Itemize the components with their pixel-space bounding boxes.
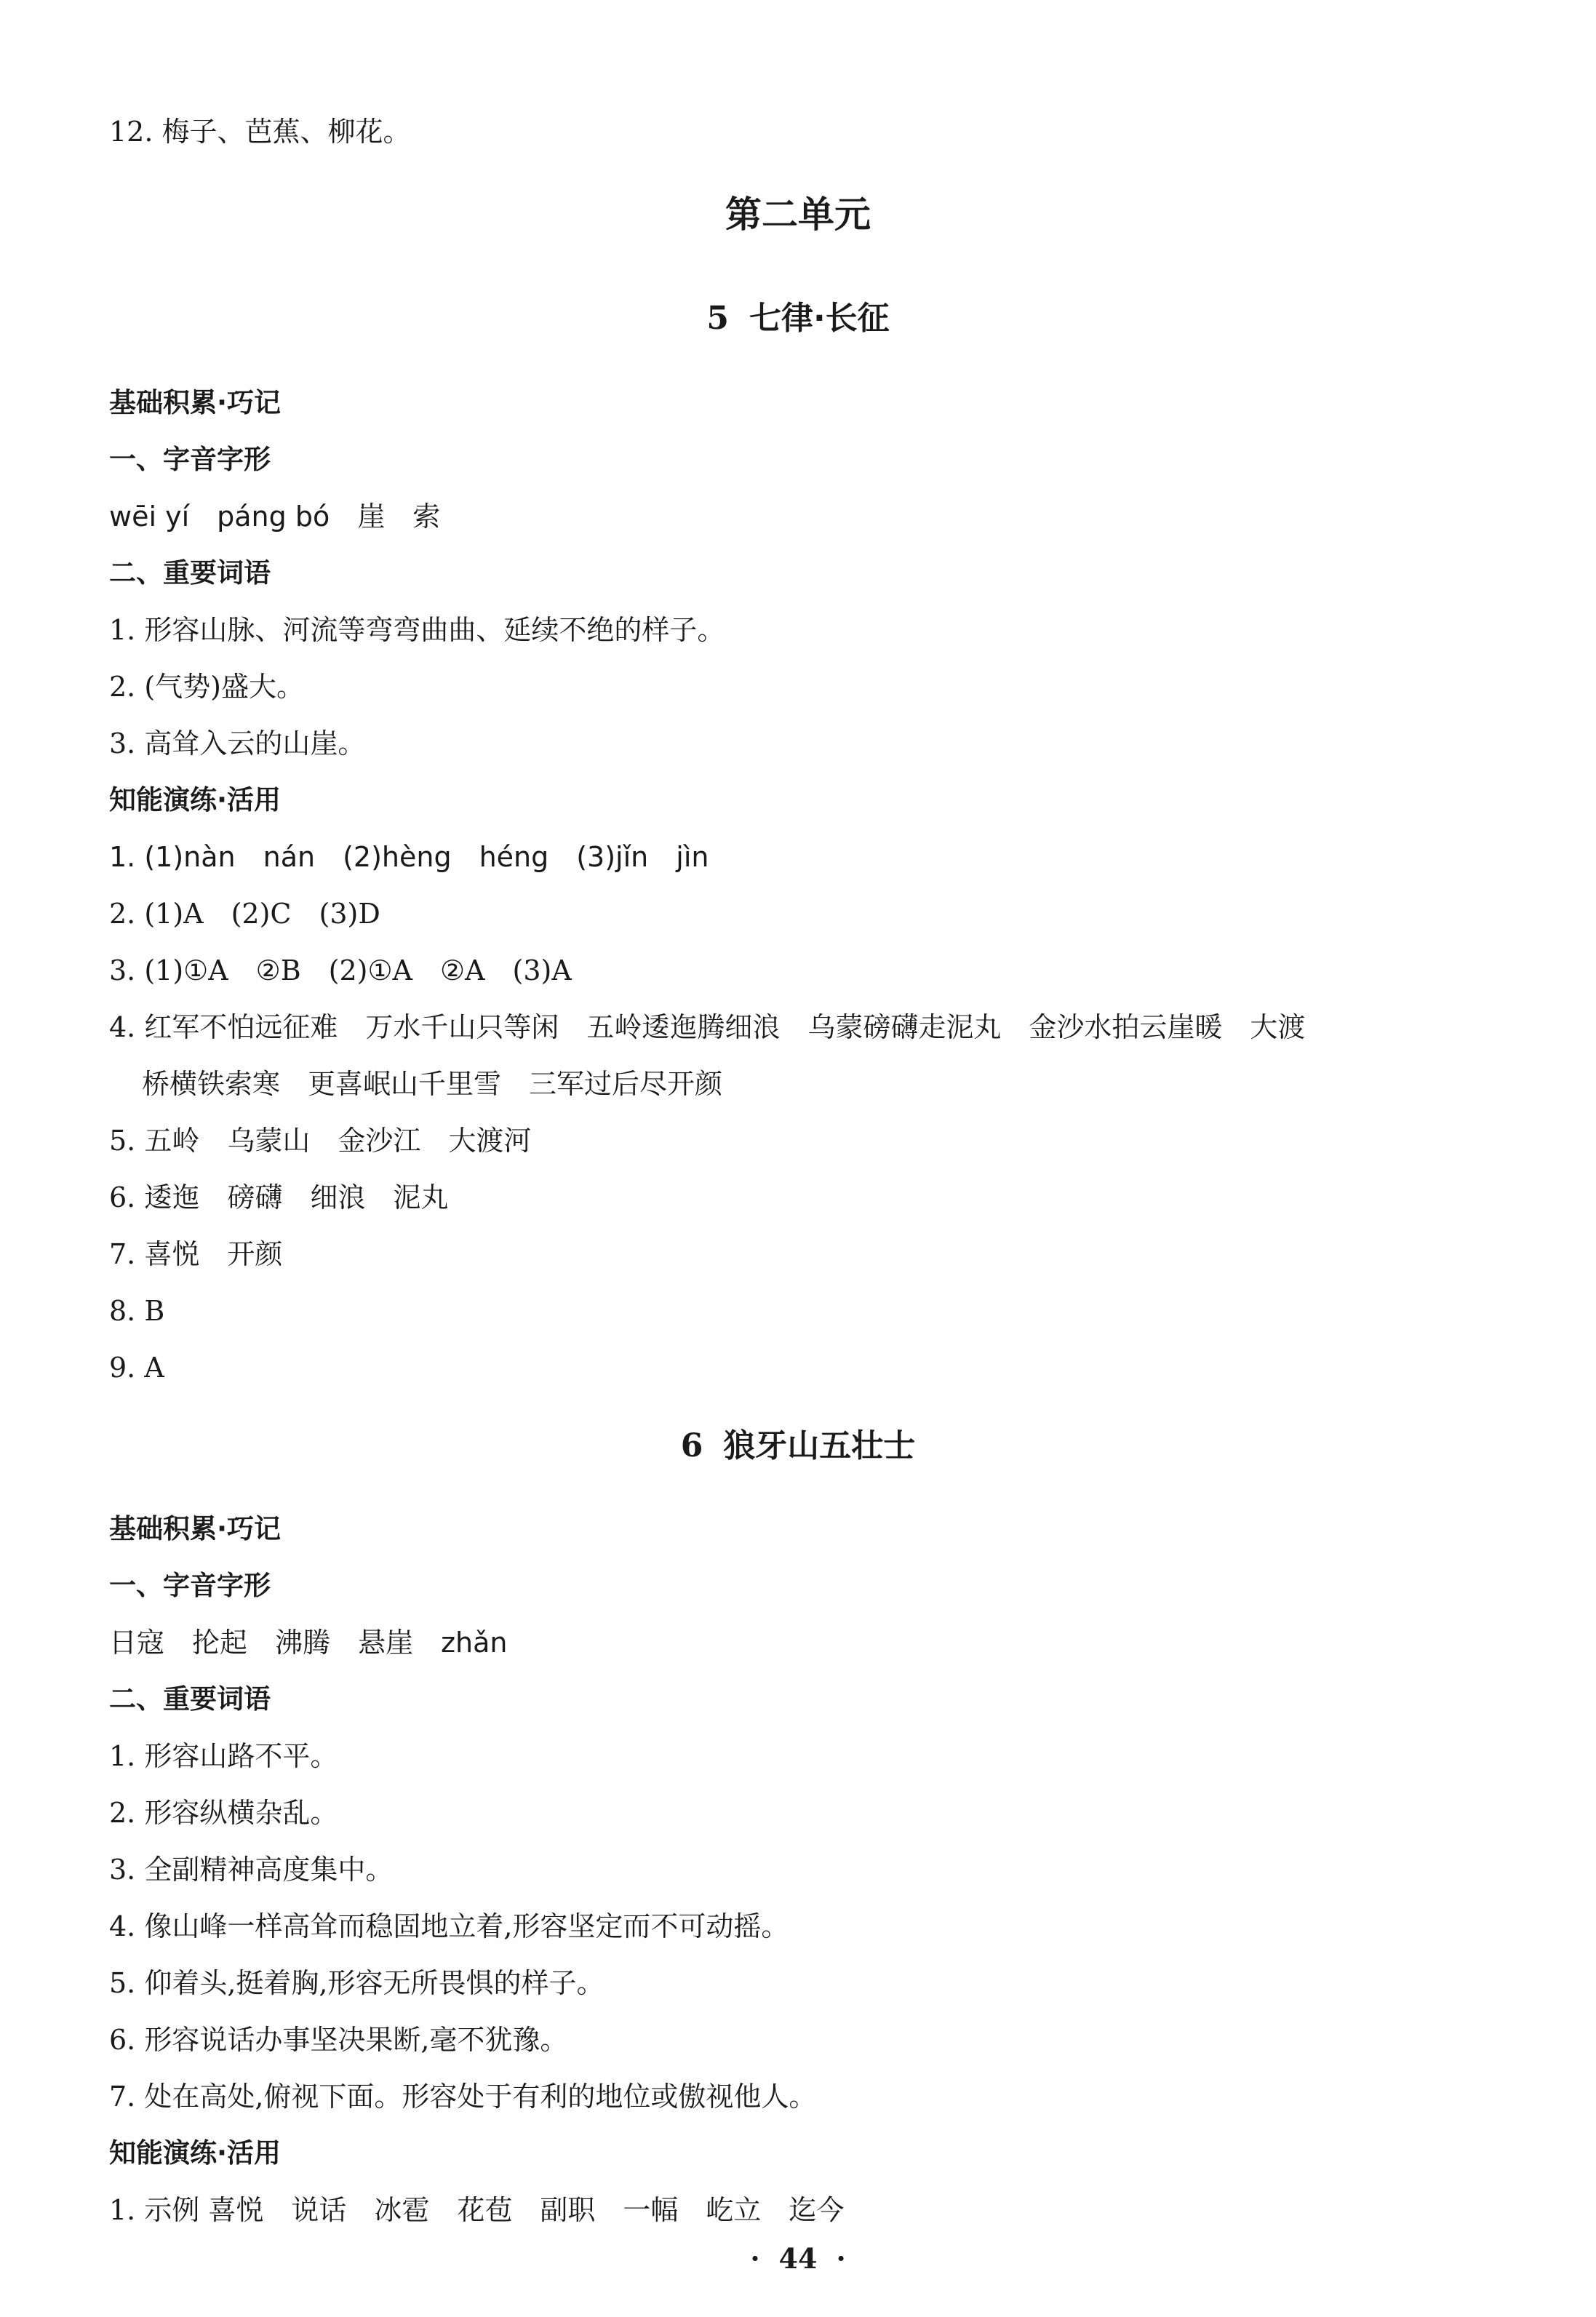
- subheading-zizin: 一、字音字形: [109, 1570, 271, 1601]
- answer-word: 悬崖: [358, 1627, 414, 1659]
- answer-char: 索: [412, 501, 441, 533]
- answer-item-12: 12. 梅子、芭蕉、柳花。: [109, 116, 411, 148]
- lesson-name: 狼牙山五壮士: [723, 1427, 916, 1464]
- answer-word: 日寇: [109, 1627, 165, 1659]
- ciyu-item: 2. 形容纵横杂乱。: [109, 1797, 338, 1829]
- ciyu-item: 3. 全副精神高度集中。: [109, 1854, 394, 1886]
- ciyu-item: 4. 像山峰一样高耸而稳固地立着,形容坚定而不可动摇。: [109, 1910, 789, 1942]
- answer-pinyin: zhǎn: [441, 1627, 508, 1659]
- practice-item: 1. 示例 喜悦 说话 冰雹 花苞 副职 一幅 屹立 迄今: [109, 2194, 845, 2226]
- answer-pinyin: wēi yí: [109, 501, 190, 533]
- practice-item-continued: 桥横铁索寒 更喜岷山千里雪 三军过后尽开颜: [142, 1068, 723, 1100]
- practice-item: 4. 红军不怕远征难 万水千山只等闲 五岭逶迤腾细浪 乌蒙磅礴走泥丸 金沙水拍云崖暖 大渡: [109, 1011, 1306, 1043]
- answer-word: 抡起: [192, 1627, 248, 1659]
- bullet-right: ·: [836, 2242, 846, 2275]
- unit-title: 第二单元: [725, 193, 871, 236]
- ciyu-item: 1. 形容山脉、河流等弯弯曲曲、延续不绝的样子。: [109, 614, 725, 646]
- bullet-left: ·: [750, 2242, 760, 2275]
- lesson-number: 6: [680, 1427, 703, 1464]
- lesson-5-title: [0, 297, 1596, 340]
- ciyu-item: 6. 形容说话办事坚决果断,毫不犹豫。: [109, 2024, 568, 2056]
- subheading-zizin: 一、字音字形: [109, 444, 271, 475]
- practice-item: 3. (1)①A ②B (2)①A ②A (3)A: [109, 954, 572, 986]
- practice-item: 1. (1)nàn nán (2)hèng héng (3)jǐn jìn: [109, 841, 709, 873]
- practice-item: 9. A: [109, 1352, 164, 1384]
- zizin-answers: [109, 498, 1491, 535]
- practice-item: 5. 五岭 乌蒙山 金沙江 大渡河: [109, 1125, 532, 1157]
- answer-pinyin: páng bó: [217, 501, 330, 533]
- lesson-6-title: [0, 1424, 1596, 1468]
- answer-word: 沸腾: [275, 1627, 331, 1659]
- ciyu-item: 3. 高耸入云的山崖。: [109, 727, 366, 759]
- section-heading-zhineng: 知能演练·活用: [109, 784, 282, 815]
- practice-item: 6. 逶迤 磅礴 细浪 泥丸: [109, 1181, 449, 1213]
- ciyu-item: 1. 形容山路不平。: [109, 1740, 338, 1772]
- ciyu-item: 7. 处在高处,俯视下面。形容处于有利的地位或傲视他人。: [109, 2081, 817, 2113]
- section-heading-jichu: 基础积累·巧记: [109, 387, 282, 418]
- practice-item: 2. (1)A (2)C (3)D: [109, 898, 380, 930]
- lesson-name: 七律·长征: [749, 300, 890, 337]
- section-heading-zhineng: 知能演练·活用: [109, 2137, 282, 2169]
- ciyu-item: 5. 仰着头,挺着胸,形容无所畏惧的样子。: [109, 1967, 605, 1999]
- practice-item: 8. B: [109, 1295, 165, 1327]
- page-number-value: 44: [778, 2242, 818, 2275]
- subheading-ciyu: 二、重要词语: [109, 1683, 271, 1715]
- zizin-answers: [109, 1624, 1491, 1662]
- ciyu-item: 2. (气势)盛大。: [109, 671, 304, 703]
- subheading-ciyu: 二、重要词语: [109, 557, 271, 589]
- section-heading-jichu: 基础积累·巧记: [109, 1513, 282, 1544]
- lesson-number: 5: [706, 300, 729, 337]
- page-number: [0, 2241, 1596, 2277]
- answer-char: 崖: [357, 501, 386, 533]
- practice-item: 7. 喜悦 开颜: [109, 1238, 283, 1270]
